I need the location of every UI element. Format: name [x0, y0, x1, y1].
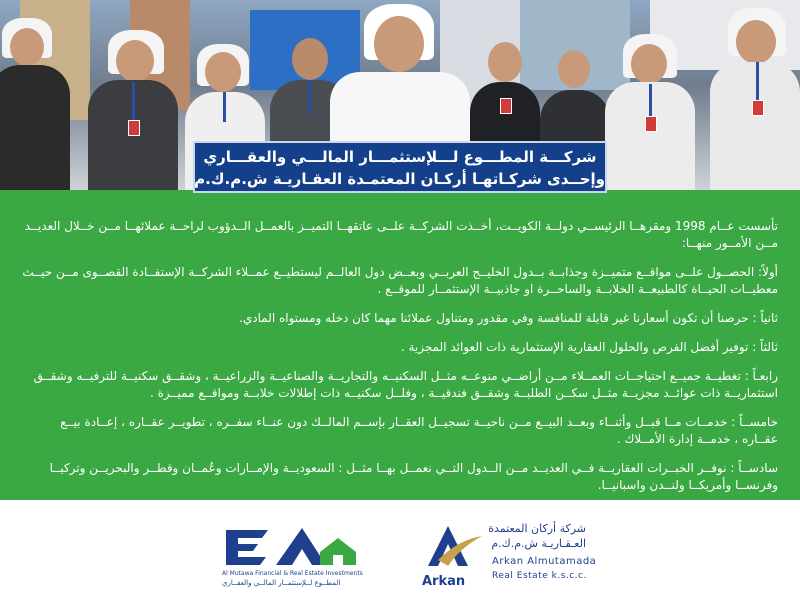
logos-strip [0, 500, 800, 600]
person [88, 0, 178, 190]
ea-logo [222, 522, 382, 590]
paragraph-second: ثانياً : حرصنا أن تكون أسعارنا غير قابلة للمنافسة وفي مقدور ومتناول عملائنا مهما كان دخله ومستواه المادي. [239, 311, 778, 325]
title-box [193, 141, 607, 193]
title-line-2: وإحــدى شركـاتهـا أركـان المعتمـدة العقـاريـة ش.م.ك.م [194, 170, 605, 188]
arkan-arabic-line-2: العـقـاريـة ش.م.ك.م [491, 537, 586, 550]
person [700, 0, 800, 190]
ea-arabic-name: المطــوع لــلإستثمــار المالــي والعقــاري [222, 579, 341, 587]
ea-mark-icon [222, 522, 382, 570]
ea-english-name: Al Mutawa Financial & Real Estate Investments [222, 570, 363, 577]
arkan-arabic-line-1: شركة أركان المعتمدة [488, 522, 586, 535]
arkan-english-line-1: Arkan Almutamada [492, 556, 597, 567]
arkan-mark-text: Arkan [422, 574, 466, 589]
arkan-logo [418, 520, 597, 595]
paragraph-intro: تأسست عــام 1998 ومقرهــا الرئيســي دولــة الكويــت، أخــذت الشركــة علــى عاتقهــا التميــز بالعمــل الــدؤوب لراحــة عملائهــا مــن خــلال العديــد مــن الأمــور منهــا: [24, 219, 778, 250]
paragraph-fourth: رابعـاً : تغطيــة جميــع احتياجــات العمــلاء مــن أراضــي منوعــه مثــل السكنيــه والتجاريــة والصناعيــة والزراعيــة ، وشقــق سكنيــة للترفيــه وشقــق استثماريــة ذات عوائــد مجزيــة مثــل سكــن الطلبــة وشقــق فندقيــة ، وفلــل سكنيــه ذات إطلالات خلابــة ومواقــع مميــزة . [33, 369, 778, 400]
paragraph-third: ثالثاً : توفير أفضل الفرص والحلول العقارية الإستثمارية ذات العوائد المجزية . [400, 340, 778, 354]
title-line-1: شركـــة المطـــوع لـــلإستثمـــار المالـــي والعقـــاري [203, 148, 597, 166]
person [0, 0, 60, 190]
body-text [22, 218, 778, 506]
paragraph-first: أولاً: الحصــول علــى مواقــع متميــزة وجذابــة بــدول الخليــج العربــي وبعــض دول العالــم ليستطيــع عمــلاء الشركــة الإستفــادة القصــوى مــن حيــث معطيــات الحيــاة كالطبيعــة الخلابــة والساحــرة او جاذبيــة الإستثمــار للموقــع . [22, 265, 778, 296]
paragraph-fifth: خامســاً : خدمــات مــا قبــل وأثنــاء وبعــد البيــع مــن ناحيــة تسجيــل العقــار بإســم المالــك دون عنــاء سفــره ، تطويــر عقــاره ، إعــادة بيــع عقــاره ، خدمــة إدارة الأمــلاك . [60, 415, 778, 446]
arkan-mark-icon [418, 522, 486, 580]
person [605, 0, 695, 190]
arkan-english-line-2: Real Estate k.s.c.c. [492, 571, 587, 581]
paragraph-sixth: سادســاً : نوفــر الخبــرات العقاريــة فــي العديــد مــن الــدول التــي نعمــل بهــا مثــل : السعوديــة والإمــارات وعُمــان وقطــر والبحريــن وتركيــا وفرنســا وأمريكــا ولنــدن واسبانيــا. [49, 461, 778, 492]
